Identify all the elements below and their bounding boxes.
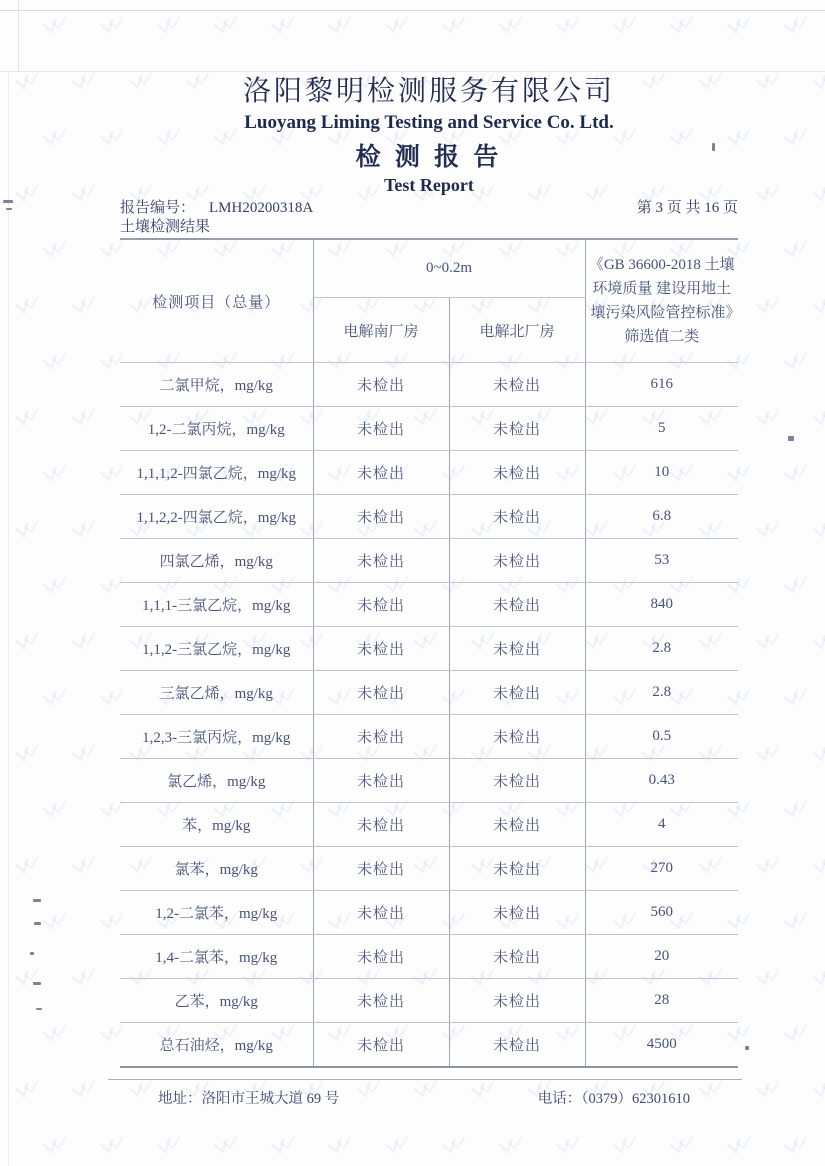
watermark-glyph — [40, 126, 71, 154]
emblem-check-icon — [40, 350, 70, 373]
emblem-check-icon — [12, 966, 42, 989]
watermark-glyph — [12, 630, 43, 658]
watermark-glyph — [781, 574, 812, 602]
row-south-value: 未检出 — [313, 363, 449, 407]
emblem-check-icon — [439, 1134, 469, 1157]
report-number — [120, 199, 313, 217]
row-limit-value: 10 — [585, 451, 738, 495]
watermark-glyph — [69, 70, 100, 98]
scan-speck — [36, 1008, 42, 1010]
emblem-check-icon — [496, 1134, 526, 1157]
watermark-glyph — [810, 406, 825, 434]
emblem-check-icon — [810, 854, 825, 877]
emblem-check-icon — [781, 350, 811, 373]
row-item-label: 三氯乙烯，mg/kg — [120, 671, 313, 715]
watermark-glyph — [610, 1134, 641, 1162]
row-item-label: 1,4-二氯苯，mg/kg — [120, 935, 313, 979]
emblem-check-icon — [325, 1134, 355, 1157]
row-item-label: 苯，mg/kg — [120, 803, 313, 847]
emblem-check-icon — [12, 182, 42, 205]
emblem-check-icon — [724, 1134, 754, 1157]
watermark-glyph — [40, 1022, 71, 1050]
watermark-glyph — [753, 742, 784, 770]
row-limit-value: 5 — [585, 407, 738, 451]
watermark-glyph — [781, 686, 812, 714]
row-item-label: 1,2-二氯丙烷，mg/kg — [120, 407, 313, 451]
watermark-glyph — [810, 294, 825, 322]
emblem-check-icon — [69, 1078, 99, 1101]
row-south-value: 未检出 — [313, 935, 449, 979]
watermark-glyph — [753, 70, 784, 98]
watermark-glyph — [753, 294, 784, 322]
emblem-check-icon — [40, 462, 70, 485]
row-north-value: 未检出 — [449, 759, 585, 803]
watermark-glyph — [753, 966, 784, 994]
watermark-glyph — [211, 1134, 242, 1162]
emblem-check-icon — [69, 854, 99, 877]
emblem-check-icon — [69, 70, 99, 93]
row-south-value: 未检出 — [313, 583, 449, 627]
table-row — [120, 891, 738, 935]
row-north-value: 未检出 — [449, 847, 585, 891]
watermark-glyph — [40, 574, 71, 602]
row-limit-value: 4 — [585, 803, 738, 847]
row-limit-value: 2.8 — [585, 671, 738, 715]
emblem-check-icon — [810, 70, 825, 93]
emblem-check-icon — [69, 966, 99, 989]
watermark-glyph — [810, 742, 825, 770]
emblem-check-icon — [753, 742, 783, 765]
company-name-en: Luoyang Liming Testing and Service Co. Ltd. — [244, 112, 614, 134]
emblem-check-icon — [40, 910, 70, 933]
table-row — [120, 803, 738, 847]
watermark-glyph — [12, 742, 43, 770]
emblem-check-icon — [268, 1134, 298, 1157]
emblem-check-icon — [810, 182, 825, 205]
row-south-value: 未检出 — [313, 451, 449, 495]
emblem-check-icon — [810, 966, 825, 989]
row-south-value: 未检出 — [313, 1023, 449, 1068]
watermark-glyph — [781, 126, 812, 154]
row-north-value: 未检出 — [449, 715, 585, 759]
report-number-label: 报告编号： — [120, 199, 196, 216]
emblem-check-icon — [40, 1134, 70, 1157]
emblem-check-icon — [810, 294, 825, 317]
emblem-check-icon — [781, 462, 811, 485]
company-name-cn: 洛阳黎明检测服务有限公司 — [242, 76, 615, 107]
emblem-check-icon — [40, 686, 70, 709]
watermark-glyph — [40, 910, 71, 938]
row-limit-value: 0.5 — [585, 715, 738, 759]
watermark-glyph — [69, 182, 100, 210]
row-south-value: 未检出 — [313, 979, 449, 1023]
emblem-check-icon — [12, 518, 42, 541]
table-row — [120, 627, 738, 671]
emblem-check-icon — [781, 910, 811, 933]
report-page — [120, 0, 738, 1108]
row-south-value: 未检出 — [313, 627, 449, 671]
scan-page-edge — [8, 71, 9, 1166]
emblem-check-icon — [69, 742, 99, 765]
watermark-glyph — [69, 854, 100, 882]
watermark-glyph — [810, 966, 825, 994]
emblem-check-icon — [810, 406, 825, 429]
row-north-value: 未检出 — [449, 671, 585, 715]
row-south-value: 未检出 — [313, 495, 449, 539]
footer-address: 地址：洛阳市王城大道 69 号 — [158, 1091, 340, 1108]
emblem-check-icon — [69, 630, 99, 653]
watermark-glyph — [12, 966, 43, 994]
watermark-glyph — [753, 406, 784, 434]
watermark-glyph — [781, 238, 812, 266]
table-row — [120, 407, 738, 451]
watermark-glyph — [325, 1134, 356, 1162]
emblem-check-icon — [753, 182, 783, 205]
row-item-label: 1,1,2-三氯乙烷，mg/kg — [120, 627, 313, 671]
emblem-check-icon — [40, 126, 70, 149]
emblem-check-icon — [211, 1134, 241, 1157]
emblem-check-icon — [69, 406, 99, 429]
emblem-check-icon — [40, 1022, 70, 1045]
row-limit-value: 2.8 — [585, 627, 738, 671]
emblem-check-icon — [753, 630, 783, 653]
table-row — [120, 451, 738, 495]
emblem-check-icon — [781, 1022, 811, 1045]
emblem-check-icon — [553, 1134, 583, 1157]
watermark-glyph — [496, 1134, 527, 1162]
row-south-value: 未检出 — [313, 847, 449, 891]
emblem-check-icon — [753, 406, 783, 429]
row-north-value: 未检出 — [449, 495, 585, 539]
emblem-check-icon — [810, 630, 825, 653]
scan-speck — [712, 143, 715, 151]
row-limit-value: 616 — [585, 363, 738, 407]
row-limit-value: 560 — [585, 891, 738, 935]
watermark-glyph — [439, 1134, 470, 1162]
emblem-check-icon — [753, 294, 783, 317]
watermark-glyph — [69, 294, 100, 322]
watermark-glyph — [40, 350, 71, 378]
watermark-glyph — [781, 1022, 812, 1050]
emblem-check-icon — [753, 854, 783, 877]
watermark-glyph — [781, 350, 812, 378]
table-row — [120, 539, 738, 583]
watermark-glyph — [753, 1078, 784, 1106]
watermark-glyph — [12, 294, 43, 322]
column-header-north-plant: 电解北厂房 — [449, 298, 585, 363]
scan-speck — [34, 922, 41, 925]
row-south-value: 未检出 — [313, 539, 449, 583]
watermark-glyph — [810, 182, 825, 210]
emblem-check-icon — [781, 14, 811, 37]
watermark-glyph — [12, 1078, 43, 1106]
watermark-glyph — [753, 518, 784, 546]
emblem-check-icon — [753, 966, 783, 989]
scan-speck — [6, 208, 12, 210]
table-row — [120, 847, 738, 891]
watermark-glyph — [40, 14, 71, 42]
row-limit-value: 4500 — [585, 1023, 738, 1068]
row-item-label: 乙苯，mg/kg — [120, 979, 313, 1023]
row-item-label: 氯乙烯，mg/kg — [120, 759, 313, 803]
watermark-glyph — [12, 518, 43, 546]
watermark-glyph — [268, 1134, 299, 1162]
watermark-glyph — [753, 182, 784, 210]
watermark-glyph — [12, 406, 43, 434]
watermark-glyph — [810, 630, 825, 658]
watermark-glyph — [40, 686, 71, 714]
emblem-check-icon — [810, 1078, 825, 1101]
watermark-glyph — [97, 1134, 128, 1162]
row-north-value: 未检出 — [449, 451, 585, 495]
watermark-glyph — [69, 1078, 100, 1106]
results-table-body — [120, 363, 738, 1068]
row-south-value: 未检出 — [313, 671, 449, 715]
watermark-glyph — [382, 1134, 413, 1162]
emblem-check-icon — [12, 70, 42, 93]
emblem-check-icon — [12, 406, 42, 429]
watermark-glyph — [753, 854, 784, 882]
meta-row — [120, 199, 738, 217]
row-limit-value: 6.8 — [585, 495, 738, 539]
emblem-check-icon — [40, 238, 70, 261]
table-row — [120, 979, 738, 1023]
watermark-glyph — [724, 1134, 755, 1162]
column-header-standard: 《GB 36600-2018 土壤环境质量 建设用地土壤污染风险管控标准》筛选值二类 — [585, 239, 738, 363]
emblem-check-icon — [810, 518, 825, 541]
row-limit-value: 20 — [585, 935, 738, 979]
emblem-check-icon — [40, 798, 70, 821]
column-header-depth: 0~0.2m — [313, 239, 585, 298]
row-north-value: 未检出 — [449, 407, 585, 451]
table-row — [120, 715, 738, 759]
table-header-row-1 — [120, 239, 738, 298]
row-north-value: 未检出 — [449, 803, 585, 847]
table-row — [120, 671, 738, 715]
watermark-glyph — [12, 854, 43, 882]
report-number-value: LMH20200318A — [209, 199, 314, 216]
scan-speck — [745, 1046, 749, 1050]
row-north-value: 未检出 — [449, 583, 585, 627]
watermark-glyph — [753, 630, 784, 658]
row-south-value: 未检出 — [313, 891, 449, 935]
row-limit-value: 28 — [585, 979, 738, 1023]
results-table — [120, 238, 738, 1068]
emblem-check-icon — [781, 686, 811, 709]
emblem-check-icon — [69, 294, 99, 317]
watermark-glyph — [40, 462, 71, 490]
report-title-en: Test Report — [384, 174, 474, 195]
watermark-glyph — [781, 14, 812, 42]
table-row — [120, 935, 738, 979]
emblem-check-icon — [40, 574, 70, 597]
emblem-check-icon — [610, 1134, 640, 1157]
watermark-glyph — [810, 70, 825, 98]
scan-speck — [33, 899, 41, 902]
column-header-item: 检测项目（总量） — [120, 239, 313, 363]
emblem-check-icon — [69, 182, 99, 205]
watermark-glyph — [810, 518, 825, 546]
emblem-check-icon — [382, 1134, 412, 1157]
emblem-check-icon — [810, 742, 825, 765]
emblem-check-icon — [12, 742, 42, 765]
row-north-value: 未检出 — [449, 627, 585, 671]
row-item-label: 总石油烃，mg/kg — [120, 1023, 313, 1068]
emblem-check-icon — [781, 1134, 811, 1157]
emblem-check-icon — [753, 518, 783, 541]
emblem-check-icon — [781, 574, 811, 597]
emblem-check-icon — [12, 630, 42, 653]
table-row — [120, 759, 738, 803]
row-item-label: 四氯乙烯，mg/kg — [120, 539, 313, 583]
row-limit-value: 270 — [585, 847, 738, 891]
watermark-glyph — [40, 798, 71, 826]
footer — [120, 1080, 738, 1108]
page-indicator: 第 3 页 共 16 页 — [636, 199, 738, 216]
row-north-value: 未检出 — [449, 1023, 585, 1068]
row-limit-value: 0.43 — [585, 759, 738, 803]
emblem-check-icon — [12, 854, 42, 877]
footer-phone: 电话：（0379）62301610 — [537, 1091, 690, 1108]
watermark-glyph — [553, 1134, 584, 1162]
report-title-cn: 检 测 报 告 — [355, 143, 503, 171]
watermark-glyph — [69, 630, 100, 658]
emblem-check-icon — [781, 238, 811, 261]
row-item-label: 1,1,1,2-四氯乙烷，mg/kg — [120, 451, 313, 495]
watermark-glyph — [667, 1134, 698, 1162]
row-limit-value: 53 — [585, 539, 738, 583]
row-north-value: 未检出 — [449, 539, 585, 583]
watermark-glyph — [154, 1134, 185, 1162]
row-item-label: 1,2,3-三氯丙烷，mg/kg — [120, 715, 313, 759]
row-limit-value: 840 — [585, 583, 738, 627]
table-row — [120, 583, 738, 627]
emblem-check-icon — [154, 1134, 184, 1157]
row-north-value: 未检出 — [449, 891, 585, 935]
table-row — [120, 1023, 738, 1068]
watermark-glyph — [40, 238, 71, 266]
row-item-label: 1,2-二氯苯，mg/kg — [120, 891, 313, 935]
watermark-glyph — [69, 518, 100, 546]
emblem-check-icon — [40, 14, 70, 37]
row-item-label: 氯苯，mg/kg — [120, 847, 313, 891]
table-row — [120, 495, 738, 539]
row-north-value: 未检出 — [449, 363, 585, 407]
row-item-label: 二氯甲烷，mg/kg — [120, 363, 313, 407]
emblem-check-icon — [667, 1134, 697, 1157]
table-row — [120, 363, 738, 407]
row-north-value: 未检出 — [449, 935, 585, 979]
emblem-check-icon — [12, 1078, 42, 1101]
emblem-check-icon — [753, 70, 783, 93]
scan-speck — [33, 982, 41, 985]
watermark-glyph — [40, 1134, 71, 1162]
column-header-south-plant: 电解南厂房 — [313, 298, 449, 363]
watermark-glyph — [12, 182, 43, 210]
watermark-glyph — [781, 798, 812, 826]
emblem-check-icon — [753, 1078, 783, 1101]
watermark-glyph — [69, 406, 100, 434]
emblem-check-icon — [12, 294, 42, 317]
emblem-check-icon — [69, 518, 99, 541]
watermark-glyph — [810, 854, 825, 882]
emblem-check-icon — [781, 798, 811, 821]
watermark-glyph — [810, 1078, 825, 1106]
row-north-value: 未检出 — [449, 979, 585, 1023]
scan-speck — [30, 952, 34, 955]
row-south-value: 未检出 — [313, 715, 449, 759]
watermark-glyph — [781, 910, 812, 938]
row-item-label: 1,1,1-三氯乙烷，mg/kg — [120, 583, 313, 627]
watermark-glyph — [12, 70, 43, 98]
section-title: 土壤检测结果 — [120, 218, 211, 235]
row-item-label: 1,1,2,2-四氯乙烷，mg/kg — [120, 495, 313, 539]
watermark-glyph — [69, 966, 100, 994]
row-south-value: 未检出 — [313, 759, 449, 803]
emblem-check-icon — [781, 126, 811, 149]
scan-speck — [3, 200, 13, 203]
watermark-glyph — [781, 1134, 812, 1162]
row-south-value: 未检出 — [313, 803, 449, 847]
watermark-glyph — [69, 742, 100, 770]
row-south-value: 未检出 — [313, 407, 449, 451]
watermark-glyph — [781, 462, 812, 490]
emblem-check-icon — [97, 1134, 127, 1157]
scan-speck — [788, 436, 794, 441]
scan-left-line — [18, 0, 19, 71]
